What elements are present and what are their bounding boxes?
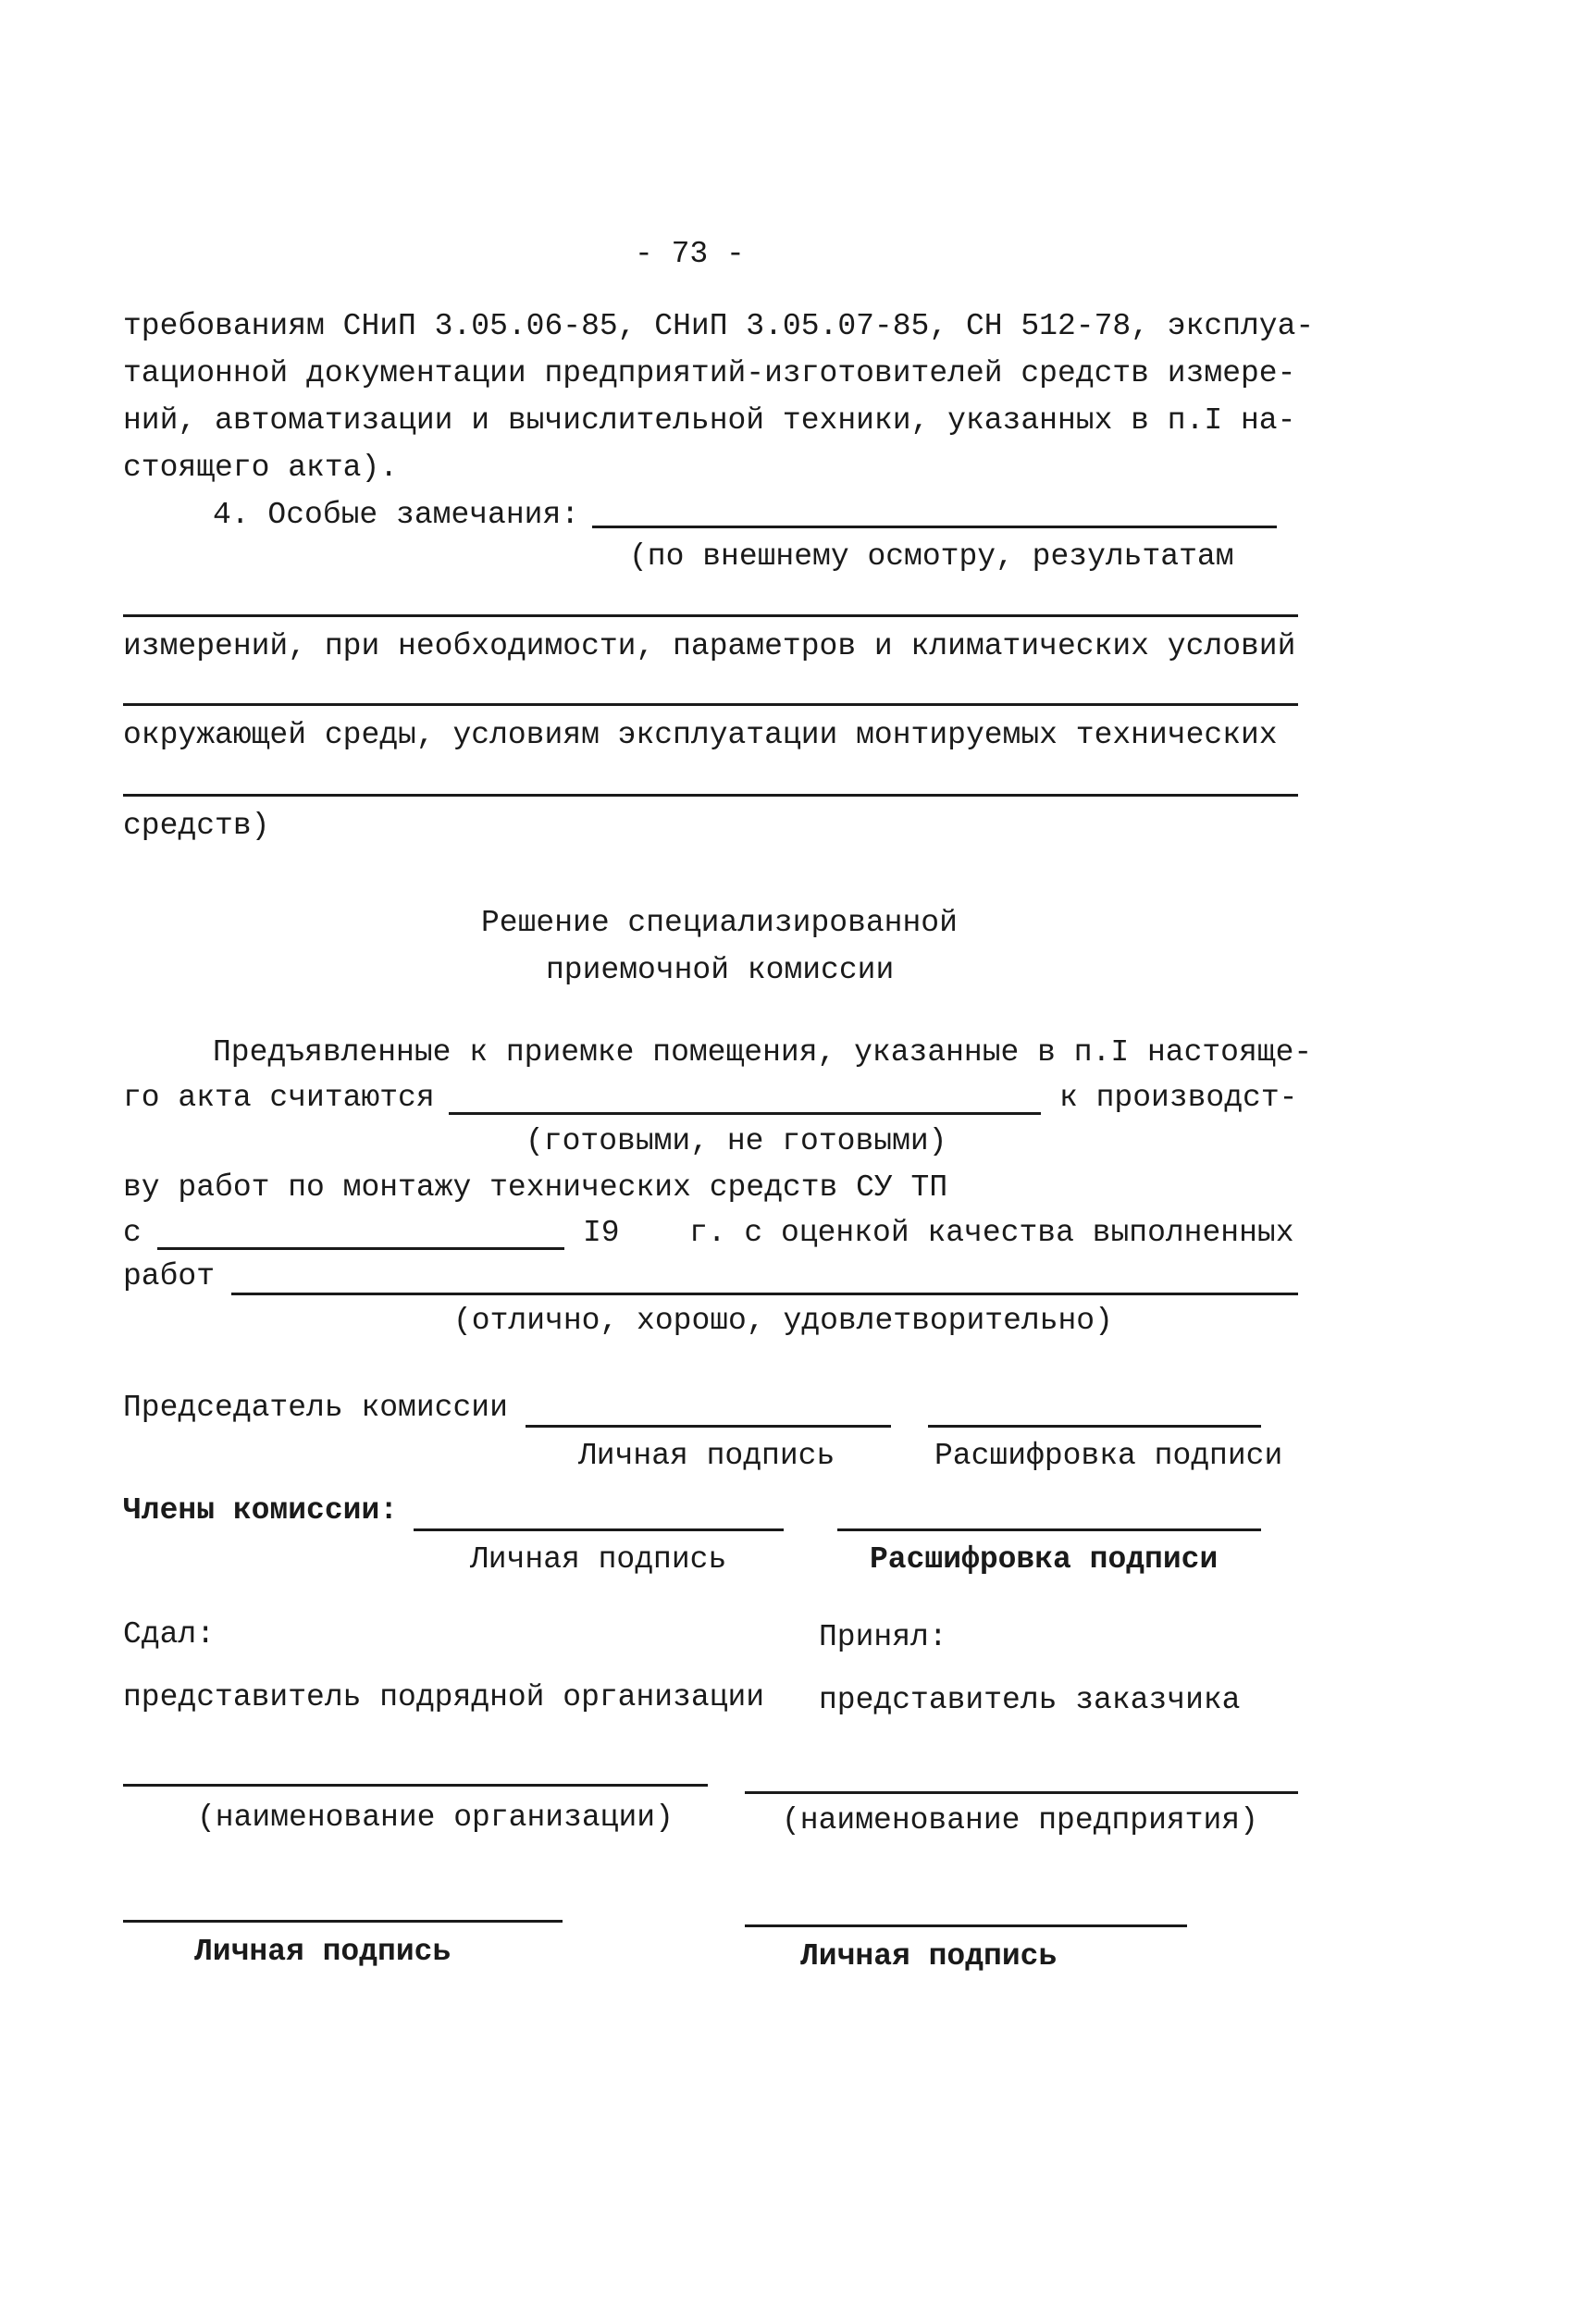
accepted-role: представитель заказчика [819,1683,1241,1717]
decision-line-1: Предъявленные к приемке помещения, указанные в п.I настояще- [213,1035,1313,1070]
accepted-sign-line[interactable] [745,1924,1187,1927]
decision-title-line-2: приемочной комиссии [546,953,895,987]
handed-org-hint: (наименование организации) [197,1800,674,1835]
decision-line-4-from: с [123,1216,142,1250]
members-label: Члены комиссии: [123,1493,399,1528]
intro-line-4: стоящего акта). [123,451,399,485]
handed-role: представитель подрядной организации [123,1680,765,1714]
date-fill-line[interactable] [157,1247,564,1250]
accepted-sign-hint: Личная подпись [800,1939,1058,1974]
intro-line-3: ний, автоматизации и вычислительной техники, указанных в п.I на- [123,403,1296,438]
handed-sign-hint: Личная подпись [194,1935,452,1969]
decision-line-2-end: к производст- [1059,1081,1298,1115]
quality-hint: (отлично, хорошо, удовлетворительно) [453,1304,1113,1338]
remarks-fill-line-1[interactable] [592,526,1277,528]
chairman-decode-line[interactable] [928,1425,1261,1428]
chairman-sign-line[interactable] [526,1425,891,1428]
accepted-org-line[interactable] [745,1791,1298,1794]
remarks-fill-line-4[interactable] [123,794,1298,797]
members-sign-line[interactable] [414,1528,784,1531]
quality-fill-line[interactable] [231,1293,1298,1295]
members-sign-hint: Личная подпись [470,1542,727,1577]
members-decode-line[interactable] [837,1528,1261,1531]
handed-sign-line[interactable] [123,1920,563,1923]
remarks-hint-2: измерений, при необходимости, параметров и климатических условий [123,629,1296,663]
remarks-label: 4. Особые замечания: [213,498,580,532]
accepted-label: Принял: [819,1620,947,1654]
decision-line-5: работ [123,1259,216,1293]
handed-org-line[interactable] [123,1784,708,1787]
chairman-decode-hint: Расшифровка подписи [934,1439,1283,1473]
remarks-hint-3: окружающей среды, условиям эксплуатации монтируемых технических [123,718,1278,752]
decision-line-4-end: г. с оценкой качества выполненных [689,1216,1294,1250]
members-decode-hint: Расшифровка подписи [870,1542,1219,1577]
remarks-fill-line-2[interactable] [123,614,1298,617]
chairman-label: Председатель комиссии [123,1391,508,1425]
decision-line-3: ву работ по монтажу технических средств СУ ТП [123,1170,948,1205]
intro-line-2: тационной документации предприятий-изготовителей средств измере- [123,356,1296,390]
intro-line-1: требованиям СНиП 3.05.06-85, СНиП 3.05.07-85, СН 512-78, эксплуа- [123,309,1315,343]
ready-fill-line[interactable] [449,1112,1041,1115]
decision-line-4-year: I9 [583,1216,620,1250]
page-number: - 73 - [635,237,745,271]
remarks-hint-4: средств) [123,809,270,843]
remarks-hint-1: (по внешнему осмотру, результатам [629,539,1234,574]
chairman-sign-hint: Личная подпись [578,1439,835,1473]
decision-title-line-1: Решение специализированной [481,906,958,940]
remarks-fill-line-3[interactable] [123,703,1298,706]
decision-line-2-start: го акта считаются [123,1081,435,1115]
handed-label: Сдал: [123,1617,216,1652]
accepted-org-hint: (наименование предприятия) [782,1803,1258,1838]
ready-hint: (готовыми, не готовыми) [526,1124,947,1158]
